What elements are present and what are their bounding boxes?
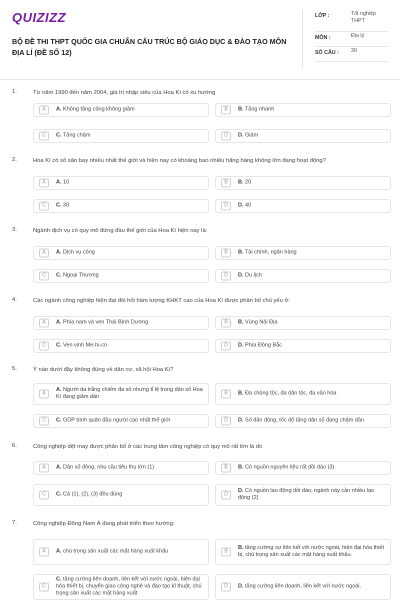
option-d[interactable]: D D. Có nguồn lao động dồi dào, ngành này cần nhiều lao động (2) — [215, 484, 391, 506]
option-letter-badge: C — [39, 272, 49, 281]
option-letter-badge: A — [39, 464, 49, 473]
option-a[interactable]: A A. Không tăng cũng không giảm — [33, 103, 209, 117]
document-title: BỘ ĐỀ THI THPT QUỐC GIA CHUẨN CẤU TRÚC BỘ GIÁO DỤC & ĐÀO TẠO MÔN ĐỊA LÍ (ĐỀ SỐ 12) — [12, 37, 287, 57]
option-letter-badge: B — [221, 390, 231, 399]
question-text: Các ngành công nghiệp hiện đại đòi hỏi hàm lượng KHKT cao của Hoa Kì được phân bố chủ yếu ở: — [33, 298, 290, 304]
quizizz-logo: QUIZIZZ — [12, 10, 67, 25]
option-c[interactable]: C C. GDP bình quân đầu người cao nhất thế giới — [33, 414, 209, 428]
option-b[interactable]: B B. Vùng Nội Địa — [215, 316, 391, 330]
option-letter-badge: B — [221, 319, 231, 328]
option-d[interactable]: D D. Giảm — [215, 129, 391, 143]
option-c[interactable]: C C. Ven vịnh Me-hi-co — [33, 339, 209, 353]
option-letter-badge: C — [39, 132, 49, 141]
option-b[interactable]: B B. Tài chính, ngân hàng — [215, 246, 391, 260]
meta-key: LỚP : — [315, 13, 330, 19]
meta-key: SỐ CÂU : — [315, 50, 339, 56]
option-d[interactable]: D D. tăng cường liên doanh, liên kết với nước ngoài. — [215, 574, 391, 600]
option-letter-badge: D — [221, 417, 231, 426]
option-a[interactable]: A A. 10 — [33, 176, 209, 190]
option-letter-badge: D — [221, 583, 231, 592]
option-letter-badge: C — [39, 583, 49, 592]
option-letter-badge: D — [221, 202, 231, 211]
meta-value: Tốt nghiệp THPT — [351, 11, 377, 24]
option-b[interactable]: B B. 20 — [215, 176, 391, 190]
question-number: 3. — [12, 227, 17, 233]
option-c[interactable]: C C. tăng cường liên doanh, liên kết với nước ngoài, hiện đại hóa thiết bị, chuyển giao công nghệ và đào tạo kĩ thuật, chú trọng sản xuất các mặt hàng xuất — [33, 574, 209, 600]
option-a[interactable]: A A. Dân số đông, nhu cầu tiêu thụ lớn (1) — [33, 461, 209, 475]
option-a[interactable]: A A. chú trọng sản xuất các mặt hàng xuất khẩu — [33, 539, 209, 565]
option-letter-badge: A — [39, 319, 49, 328]
option-letter-badge: B — [221, 249, 231, 258]
option-c[interactable]: C C. Tăng chậm — [33, 129, 209, 143]
option-letter-badge: B — [221, 548, 231, 557]
question-number: 2. — [12, 157, 17, 163]
option-b[interactable]: B B. Có nguồn nguyên liệu rất dồi dào (3) — [215, 461, 391, 475]
option-b[interactable]: B B. Đa chủng tộc, đa dân tộc, đa văn hóa — [215, 383, 391, 405]
question-2 — [12, 157, 390, 217]
option-letter-badge: C — [39, 342, 49, 351]
question-4 — [12, 297, 390, 357]
option-letter-badge: D — [221, 342, 231, 351]
option-letter-badge: A — [39, 390, 49, 399]
option-b[interactable]: B B. tăng cường sự liên kết với nước ngoài, hiện đại hóa thiết bị, chú trọng sản xuất các mặt hàng xuất khẩu. — [215, 539, 391, 565]
option-a[interactable]: A A. Dịch vụ công — [33, 246, 209, 260]
option-letter-badge: D — [221, 132, 231, 141]
question-6 — [12, 443, 390, 513]
meta-row-subject — [315, 32, 388, 47]
option-d[interactable]: D D. Du lịch — [215, 269, 391, 283]
meta-box — [302, 10, 388, 68]
question-1 — [12, 89, 390, 149]
question-number: 5. — [12, 366, 17, 372]
question-7 — [12, 520, 390, 600]
meta-value: 30 — [351, 48, 357, 54]
question-5 — [12, 366, 390, 436]
question-3 — [12, 227, 390, 287]
question-number: 7. — [12, 520, 17, 526]
option-d[interactable]: D D. Số dân đông, tốc độ tăng dân số đang chậm dần — [215, 414, 391, 428]
option-d[interactable]: D D. 40 — [215, 199, 391, 213]
question-text: Công nghiệp Đông Nam Á đang phát triển theo hướng: — [33, 521, 175, 527]
question-text: Ý nào dưới đây không đúng về dân cư, xã hội Hoa Kì? — [33, 367, 174, 373]
option-letter-badge: B — [221, 464, 231, 473]
option-letter-badge: A — [39, 548, 49, 557]
option-letter-badge: B — [221, 106, 231, 115]
question-number: 1. — [12, 89, 17, 95]
question-text: Từ năm 1990 đến năm 2004, giá trị nhập siêu của Hoa Kì có xu hướng — [33, 90, 216, 96]
option-a[interactable]: A A. Phía nam và ven Thái Bình Dương — [33, 316, 209, 330]
option-letter-badge: C — [39, 202, 49, 211]
option-c[interactable]: C C. Cả (1), (2), (3) đều đúng — [33, 484, 209, 506]
option-letter-badge: A — [39, 106, 49, 115]
option-a[interactable]: A A. Người da trắng chiếm đa số nhưng tỉ lệ trong dân số Hoa Kì đang giảm dần — [33, 383, 209, 405]
option-letter-badge: A — [39, 249, 49, 258]
meta-key: MÔN : — [315, 35, 331, 41]
option-c[interactable]: C C. Ngoại Thương — [33, 269, 209, 283]
option-letter-badge: A — [39, 179, 49, 188]
option-letter-badge: D — [221, 272, 231, 281]
question-text: Ngành dịch vụ có quy mô đứng đầu thế giới của Hoa Kì hiện nay là: — [33, 228, 208, 234]
question-number: 4. — [12, 297, 17, 303]
option-c[interactable]: C C. 30 — [33, 199, 209, 213]
option-letter-badge: B — [221, 179, 231, 188]
meta-value: Địa lý — [351, 33, 365, 39]
option-b[interactable]: B B. Tăng nhanh — [215, 103, 391, 117]
header-divider — [0, 79, 400, 80]
meta-row-count — [315, 47, 388, 62]
question-number: 6. — [12, 443, 17, 449]
option-letter-badge: D — [221, 491, 231, 500]
question-text: Công nghiệp dệt may được phân bố ở các trung tâm công nghiệp có quy mô rất lớn là do — [33, 444, 263, 450]
option-letter-badge: C — [39, 491, 49, 500]
meta-row-class — [315, 10, 388, 32]
question-text: Hoa Kì có số sân bay nhiều nhất thế giới và hiện nay có khoảng bao nhiêu hãng hàng không lớn đang hoạt động? — [33, 158, 326, 164]
option-d[interactable]: D D. Phía Đông Bắc — [215, 339, 391, 353]
option-letter-badge: C — [39, 417, 49, 426]
